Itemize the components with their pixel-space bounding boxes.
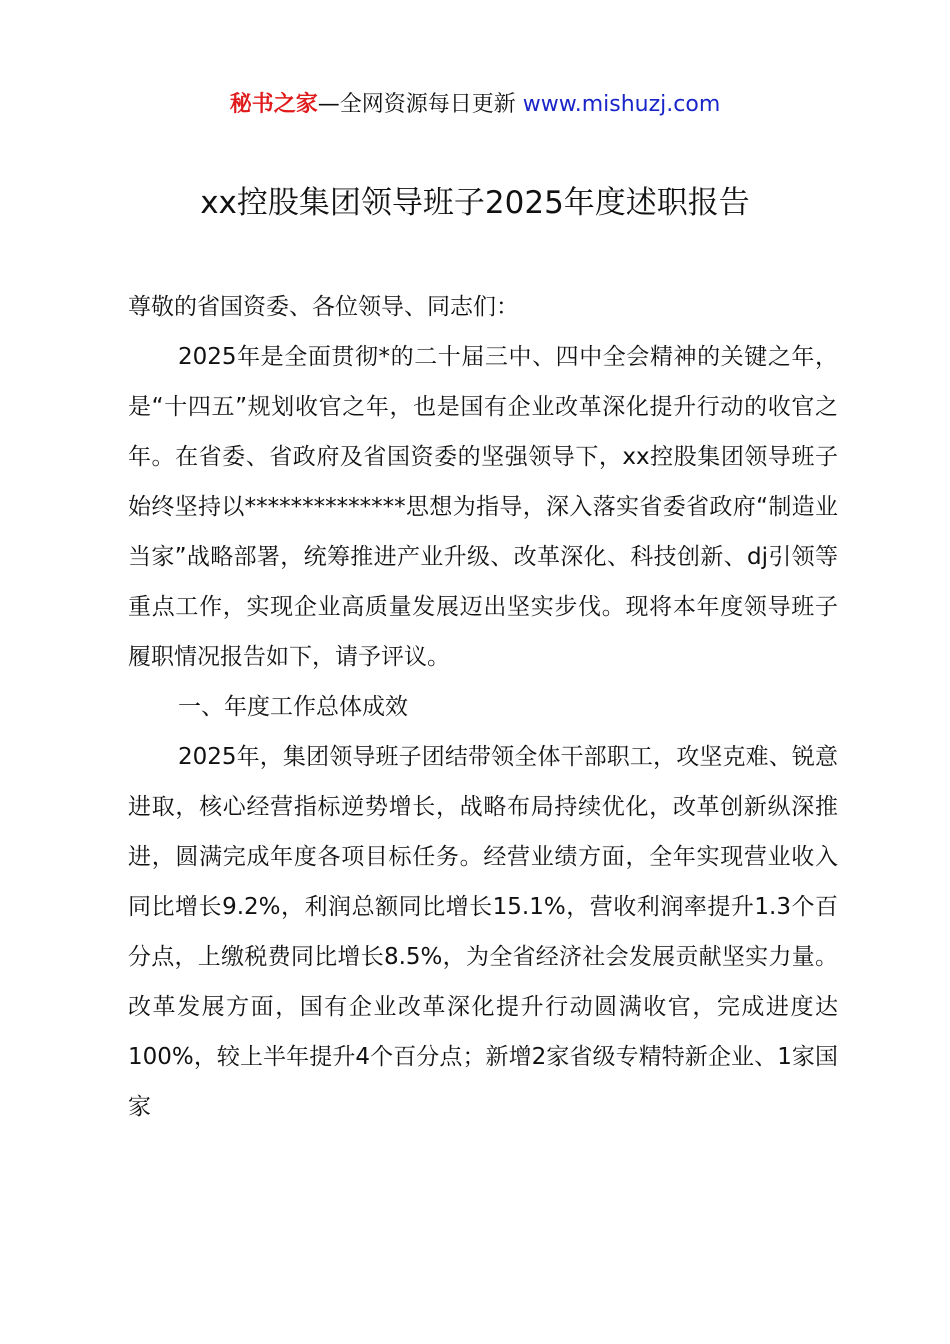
section-heading: 一、年度工作总体成效	[178, 694, 408, 720]
salutation: 尊敬的省国资委、各位领导、同志们：	[128, 294, 519, 320]
document-title: xx控股集团领导班子2025年度述职报告	[200, 185, 750, 221]
site-url-link[interactable]: www.mishuzj.com	[522, 92, 721, 117]
results-paragraph: 2025年，集团领导班子团结带领全体干部职工，攻坚克难、锐意进取，核心经营指标逆势增长，战略布局持续优化，改革创新纵深推进，圆满完成年度各项目标任务。经营业绩方面，全年实现营业收入同比增长9.2%，利润总额同比增长15.1%，营收利润率提升1.3个百分点，上缴税费同比增长8.5%，为全省经济社会发展贡献坚实力量。改革发展方面，国有企业改革深化提升行动圆满收官，完成进度达100%，较上半年提升4个百分点；新增2家省级专精特新企业、1家国家	[128, 744, 838, 1120]
header-tagline: —全网资源每日更新	[317, 92, 523, 117]
site-header	[0, 90, 950, 120]
brand-name: 秘书之家	[229, 92, 318, 117]
document-body	[128, 282, 838, 1132]
intro-paragraph: 2025年是全面贯彻*的二十届三中、四中全会精神的关键之年，是“十四五”规划收官之年，也是国有企业改革深化提升行动的收官之年。在省委、省政府及省国资委的坚强领导下，xx控股集团领导班子始终坚持以**************思想为指导，深入落实省委省政府“制造业当家”战略部署，统筹推进产业升级、改革深化、科技创新、dj引领等重点工作，实现企业高质量发展迈出坚实步伐。现将本年度领导班子履职情况报告如下，请予评议。	[128, 344, 838, 670]
